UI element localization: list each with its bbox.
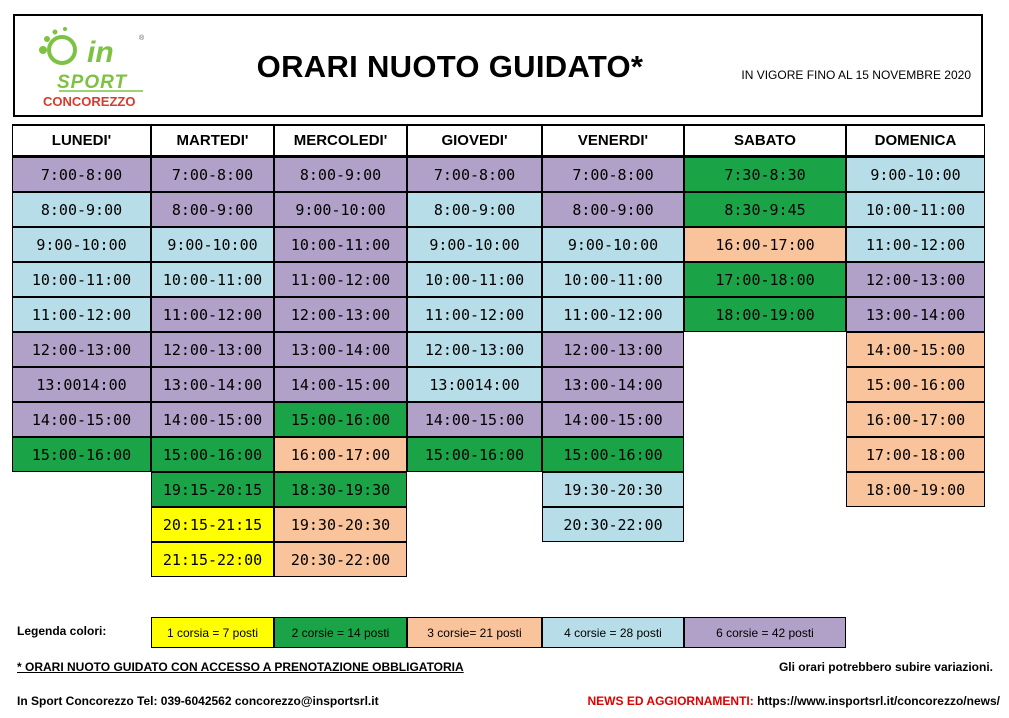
contact-info: In Sport Concorezzo Tel: 039-6042562 concorezzo@insportsrl.it [17,694,379,708]
time-slot: 15:00-16:00 [846,367,985,402]
news-link[interactable]: https://www.insportsrl.it/concorezzo/news/ [757,694,1000,708]
time-slot: 10:00-11:00 [151,262,274,297]
time-slot: 11:00-12:00 [151,297,274,332]
time-slot: 8:00-9:00 [12,192,151,227]
day-header: DOMENICA [846,124,985,157]
time-slot: 12:00-13:00 [407,332,542,367]
time-slot: 7:30-8:30 [684,157,846,192]
time-slot: 15:00-16:00 [151,437,274,472]
time-slot: 12:00-13:00 [274,297,407,332]
time-slot: 14:00-15:00 [542,402,684,437]
time-slot: 14:00-15:00 [151,402,274,437]
time-slot: 13:0014:00 [12,367,151,402]
time-slot: 15:00-16:00 [542,437,684,472]
time-slot: 19:30-20:30 [542,472,684,507]
time-slot: 18:00-19:00 [846,472,985,507]
time-slot: 7:00-8:00 [542,157,684,192]
svg-text:CONCOREZZO: CONCOREZZO [43,94,136,109]
day-header: MERCOLEDI' [274,124,407,157]
time-slot: 9:00-10:00 [407,227,542,262]
time-slot: 8:00-9:00 [274,157,407,192]
time-slot: 9:00-10:00 [151,227,274,262]
time-slot: 7:00-8:00 [151,157,274,192]
time-slot: 9:00-10:00 [542,227,684,262]
page-title: ORARI NUOTO GUIDATO* [256,49,644,84]
time-slot: 15:00-16:00 [407,437,542,472]
time-slot: 21:15-22:00 [151,542,274,577]
legend-item: 3 corsie= 21 posti [407,617,542,648]
time-slot: 18:30-19:30 [274,472,407,507]
time-slot: 10:00-11:00 [542,262,684,297]
time-slot: 10:00-11:00 [274,227,407,262]
time-slot: 20:15-21:15 [151,507,274,542]
time-slot: 14:00-15:00 [407,402,542,437]
time-slot: 17:00-18:00 [684,262,846,297]
time-slot: 13:00-14:00 [846,297,985,332]
time-slot: 12:00-13:00 [542,332,684,367]
time-slot: 16:00-17:00 [684,227,846,262]
time-slot: 9:00-10:00 [12,227,151,262]
legend-item: 6 corsie = 42 posti [684,617,846,648]
time-slot: 8:00-9:00 [407,192,542,227]
day-header: VENERDI' [542,124,684,157]
time-slot: 9:00-10:00 [274,192,407,227]
time-slot: 11:00-12:00 [12,297,151,332]
time-slot: 11:00-12:00 [274,262,407,297]
time-slot: 14:00-15:00 [12,402,151,437]
legend-item: 4 corsie = 28 posti [542,617,684,648]
news-line [588,694,1000,708]
time-slot: 7:00-8:00 [12,157,151,192]
time-slot: 11:00-12:00 [846,227,985,262]
time-slot: 10:00-11:00 [407,262,542,297]
time-slot: 12:00-13:00 [846,262,985,297]
time-slot: 13:0014:00 [407,367,542,402]
time-slot: 8:30-9:45 [684,192,846,227]
legend-item: 1 corsia = 7 posti [151,617,274,648]
validity-note: IN VIGORE FINO AL 15 NOVEMBRE 2020 [741,68,971,82]
time-slot: 14:00-15:00 [846,332,985,367]
day-header: SABATO [684,124,846,157]
time-slot: 8:00-9:00 [542,192,684,227]
time-slot: 7:00-8:00 [407,157,542,192]
booking-note: * ORARI NUOTO GUIDATO CON ACCESSO A PRENOTAZIONE OBBLIGATORIA [17,660,464,674]
time-slot: 8:00-9:00 [151,192,274,227]
time-slot: 13:00-14:00 [542,367,684,402]
svg-text:in: in [87,36,114,69]
time-slot: 12:00-13:00 [12,332,151,367]
time-slot: 19:30-20:30 [274,507,407,542]
time-slot: 15:00-16:00 [274,402,407,437]
day-header: MARTEDI' [151,124,274,157]
time-slot: 10:00-11:00 [12,262,151,297]
header-box [13,14,983,117]
time-slot: 15:00-16:00 [12,437,151,472]
time-slot: 12:00-13:00 [151,332,274,367]
time-slot: 13:00-14:00 [274,332,407,367]
svg-text:SPORT: SPORT [57,72,128,93]
time-slot: 16:00-17:00 [274,437,407,472]
day-header: GIOVEDI' [407,124,542,157]
svg-text:®: ® [139,35,145,42]
time-slot: 11:00-12:00 [407,297,542,332]
news-label: NEWS ED AGGIORNAMENTI: [587,694,754,708]
disclaimer: Gli orari potrebbero subire variazioni. [778,660,993,674]
time-slot: 17:00-18:00 [846,437,985,472]
time-slot: 10:00-11:00 [846,192,985,227]
time-slot: 14:00-15:00 [274,367,407,402]
time-slot: 18:00-19:00 [684,297,846,332]
time-slot: 16:00-17:00 [846,402,985,437]
legend-item: 2 corsie = 14 posti [274,617,407,648]
time-slot: 11:00-12:00 [542,297,684,332]
legend-label: Legenda colori: [17,624,107,638]
time-slot: 13:00-14:00 [151,367,274,402]
time-slot: 20:30-22:00 [274,542,407,577]
time-slot: 20:30-22:00 [542,507,684,542]
time-slot: 9:00-10:00 [846,157,985,192]
time-slot: 19:15-20:15 [151,472,274,507]
day-header: LUNEDI' [12,124,151,157]
